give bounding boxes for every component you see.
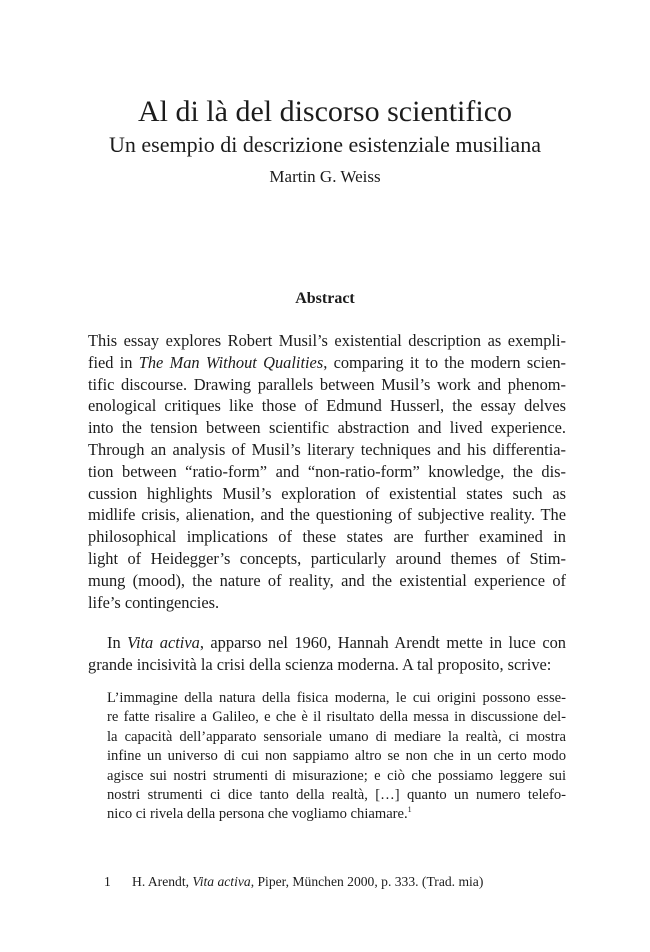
footnote-text: H. Arendt, xyxy=(132,874,193,889)
footnote xyxy=(88,873,566,891)
abstract-line: midlife crisis, alienation, and the questioning of subjective reality. The xyxy=(88,505,566,525)
footnote-book-title: Vita activa xyxy=(192,874,251,889)
body-line-fragment: , apparso nel 1960, Hannah Arendt mette in luce con xyxy=(199,633,566,652)
abstract-line: light of Heidegger’s concepts, particularly around themes of Stim- xyxy=(88,548,566,568)
author-name: Martin G. Weiss xyxy=(269,167,381,186)
footnote-text: , Piper, München 2000, p. 333. (Trad. mia) xyxy=(250,874,484,889)
abstract-line: philosophical implications of these states are further examined in xyxy=(88,527,566,547)
footnote-reference[interactable]: 1 xyxy=(407,805,412,815)
quote-line: L’immagine della natura della fisica moderna, le cui origini possono esse- xyxy=(107,690,566,706)
abstract-line xyxy=(88,352,566,374)
book-title: The Man Without Qualities xyxy=(138,352,324,372)
footnote-number: 1 xyxy=(104,874,111,889)
abstract-text xyxy=(88,330,566,613)
abstract-line-fragment: fied in xyxy=(88,352,139,372)
abstract-line: This essay explores Robert Musil’s existential description as exempli- xyxy=(88,331,566,350)
quote-line: re fatte risalire a Galileo, e che è il risultato della messa in discussione del- xyxy=(107,709,566,726)
abstract-heading: Abstract xyxy=(295,290,355,307)
quote-line: infine un universo di cui non sappiamo altro se non che in un certo modo xyxy=(107,748,566,765)
abstract-line: into the tension between scientific abstraction and lived experience. xyxy=(88,418,566,438)
paper-subtitle: Un esempio di descrizione esistenziale musiliana xyxy=(109,132,541,157)
abstract-line: tific discourse. Drawing parallels between Musil’s work and phenom- xyxy=(88,374,566,394)
quote-line xyxy=(107,805,566,824)
quote-line-fragment: nico ci rivela della persona che vogliamo chiamare. xyxy=(107,806,408,823)
abstract-line: Through an analysis of Musil’s literary techniques and his differentia- xyxy=(88,439,566,459)
abstract-line: life’s contingencies. xyxy=(88,592,220,612)
abstract-line: mung (mood), the nature of reality, and the existential experience of xyxy=(88,570,566,590)
body-paragraph xyxy=(88,632,566,676)
abstract-line: tion between “ratio-form” and “non-ratio-form” knowledge, the dis- xyxy=(88,461,566,481)
body-line-fragment: In xyxy=(107,633,128,652)
book-title: Vita activa xyxy=(127,633,200,652)
quote-line: la capacità dell’apparato sensoriale umano di mediare la realtà, ci mostra xyxy=(107,728,566,745)
block-quote xyxy=(107,689,566,825)
paper-title: Al di là del discorso scientifico xyxy=(137,95,513,128)
body-line: grande incisività la crisi della scienza moderna. A tal proposito, scrive: xyxy=(88,654,552,674)
quote-line: agisce sui nostri strumenti di misurazione; e ciò che possiamo leggere sui xyxy=(107,767,566,784)
abstract-line: cussion highlights Musil’s exploration of existential states such as xyxy=(88,483,566,503)
abstract-line-fragment: , comparing it to the modern scien- xyxy=(323,352,566,372)
body-line xyxy=(88,632,566,654)
quote-line: nostri strumenti ci dice tanto della realtà, […] quanto un numero telefo- xyxy=(107,787,566,804)
abstract-line: enological critiques like those of Edmund Husserl, the essay delves xyxy=(88,396,566,416)
